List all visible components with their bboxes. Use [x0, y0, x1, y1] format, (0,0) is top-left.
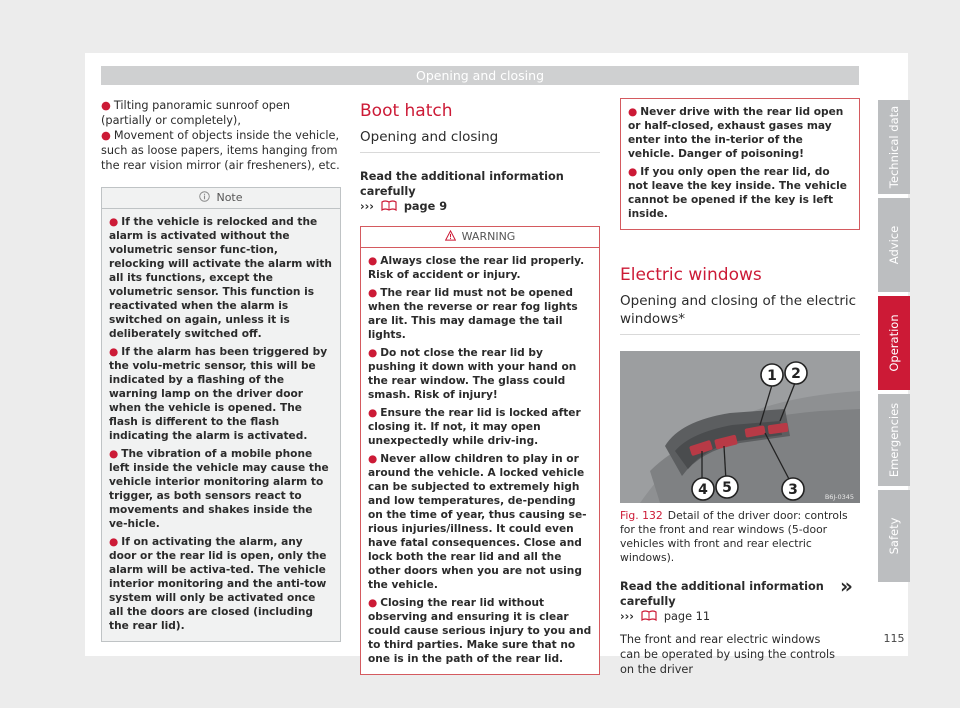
list-item: ● Tilting panoramic sunroof open (partially or completely), — [101, 99, 291, 127]
tab-advice[interactable]: Advice — [878, 198, 910, 292]
callout-4 — [692, 478, 714, 500]
figure-code: B6J-0345 — [824, 493, 854, 501]
page-number: 115 — [883, 632, 905, 645]
body-text: The front and rear electric windows can be operated by using the controls on the driver — [620, 633, 836, 676]
callout-5 — [716, 476, 738, 498]
note-box — [101, 187, 341, 642]
svg-text:3: 3 — [788, 482, 798, 498]
tab-safety[interactable]: Safety — [878, 490, 910, 582]
svg-text:2: 2 — [791, 366, 801, 382]
list-item: ● Closing the rear lid without observing and ensuring it is clear could cause serious injury to you and to third parties. Make sure that no one is in the path of the rear lid. — [368, 597, 592, 665]
figure-window-controls — [620, 351, 860, 503]
read-more: Read the additional information carefully ››› page 9 — [360, 170, 564, 213]
list-item: ● If the alarm has been triggered by the volu-metric sensor, this will be indicated by a flashing of the warning lamp on the driver door when the vehicle is opened. The flash is different to the flash indicating the alarm is activated. — [109, 346, 328, 442]
book-icon — [641, 610, 657, 621]
svg-text:4: 4 — [698, 482, 708, 498]
book-icon — [381, 200, 397, 211]
column-middle — [360, 98, 600, 675]
column-right — [620, 98, 860, 677]
list-item: ● The rear lid must not be opened when the reverse or rear fog lights are lit. This may damage the tail lights. — [368, 287, 578, 341]
note-header: Note — [102, 188, 340, 209]
list-item: ● Ensure the rear lid is locked after closing it. If not, it may open unexpectedly while driv-ing. — [368, 407, 581, 447]
page-header: Opening and closing — [101, 66, 859, 85]
column-left — [101, 98, 341, 642]
subsection-title: Opening and closing — [360, 128, 600, 153]
note-body — [102, 209, 340, 641]
list-item: ● Never allow children to play in or around the vehicle. A locked vehicle can be subjected to extremely high and low temperatures, de-pending on the time of year, thus causing se-rious injuries/illness. It could even have fatal consequences. Close and lock both the rear lid and all the other doors when you are not using the vehicle. — [368, 453, 587, 591]
tab-operation[interactable]: Operation — [878, 296, 910, 390]
page-link[interactable]: page 11 — [663, 610, 711, 623]
section-title: Boot hatch — [360, 101, 453, 121]
tab-technical-data[interactable]: Technical data — [878, 100, 910, 194]
svg-text:1: 1 — [767, 368, 777, 384]
warning-triangle-icon — [445, 230, 456, 241]
list-item: ● If you only open the rear lid, do not leave the key inside. The vehicle cannot be opened if the key is left inside. — [628, 166, 847, 220]
figure-caption: Fig. 132 Detail of the driver door: controls for the front and rear windows (5-door vehicles with front and rear electric windows). — [620, 509, 848, 564]
list-item: ● If on activating the alarm, any door or the rear lid is open, only the alarm will be activa-ted. The vehicle interior monitoring and the anti-tow system will only be activated once all the doors are closed (including the rear lid). — [109, 536, 327, 632]
list-item: ● Never drive with the rear lid open or half-closed, exhaust gases may enter into the in-terior of the vehicle. Danger of poisoning! — [628, 106, 844, 160]
callout-2 — [785, 362, 807, 384]
list-item: ● If the vehicle is relocked and the alarm is activated without the volumetric sensor func-tion, relocking will activate the alarm with all its functions, except the volumetric sensor. This function is reactivated when the alarm is switched on again, unless it is deliberately switched off. — [109, 216, 332, 340]
list-item: ● Always close the rear lid properly. Risk of accident or injury. — [368, 255, 585, 281]
callout-1 — [761, 364, 783, 386]
list-item: ● Movement of objects inside the vehicle, such as loose papers, items hanging from the rear vision mirror (air fresheners), etc. — [101, 129, 340, 172]
list-item: ● The vibration of a mobile phone left inside the vehicle may cause the vehicle interior monitoring alarm to trigger, as both sensors react to movements and shakes inside the ve-hicle. — [109, 448, 329, 530]
warning-box — [360, 226, 600, 675]
tab-emergencies[interactable]: Emergencies — [878, 394, 910, 486]
warning-box-continued — [620, 98, 860, 230]
list-item: ● Do not close the rear lid by pushing it down with your hand on the rear window. The glass could smash. Risk of injury! — [368, 347, 577, 401]
info-icon — [199, 191, 210, 202]
svg-text:5: 5 — [722, 480, 732, 496]
warning-body — [361, 248, 599, 674]
section-title: Electric windows — [620, 265, 762, 285]
read-more: Read the additional information carefully ››› page 11 — [620, 580, 824, 623]
subsection-title: Opening and closing of the electric windows* — [620, 292, 860, 335]
warning-header: WARNING — [361, 227, 599, 248]
window-controls-illustration — [620, 351, 860, 503]
warning-body — [621, 99, 859, 229]
continue-mark: » — [840, 574, 853, 598]
callout-3 — [782, 478, 804, 500]
page-link[interactable]: page 9 — [403, 200, 448, 213]
